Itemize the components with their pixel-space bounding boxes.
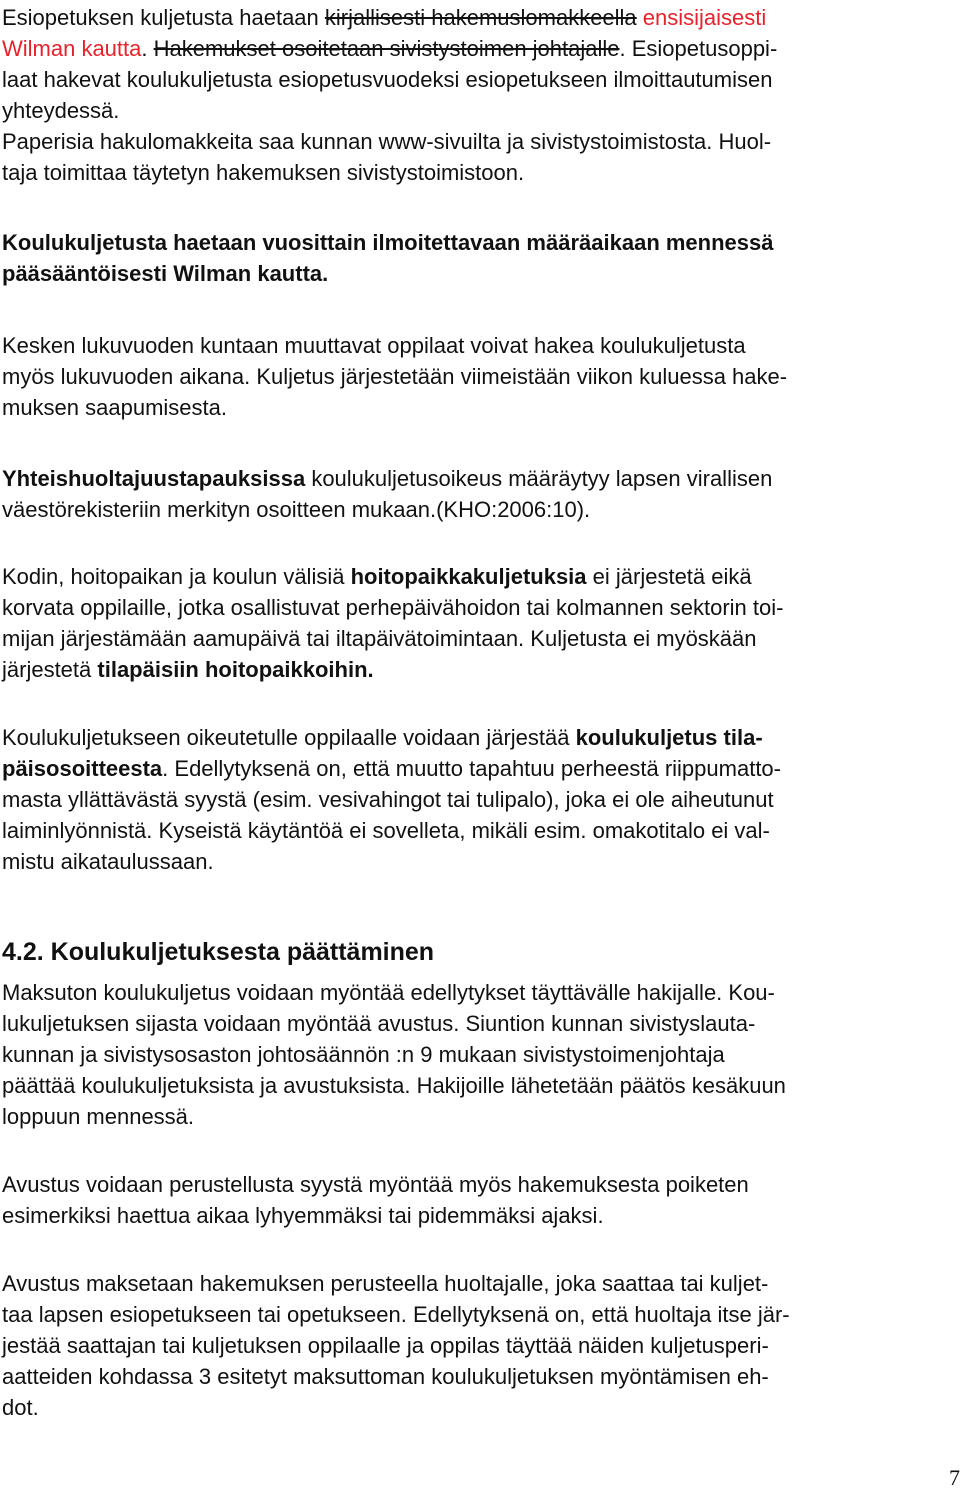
- text-line: [2, 463, 958, 494]
- paragraph-daycare-transport: [2, 561, 958, 685]
- text-line: väestörekisteriin merkityn osoitteen mukaan.(KHO:2006:10).: [2, 497, 591, 522]
- text-line: muksen saapumisesta.: [2, 395, 227, 420]
- struck-text: Hakemukset osoitetaan sivistystoimen johtajalle: [153, 36, 620, 61]
- text-line: Avustus maksetaan hakemuksen perusteella huoltajalle, joka saattaa tai kuljet-: [2, 1271, 769, 1296]
- text-run: .: [141, 36, 154, 61]
- bold-text: tilapäisiin hoitopaikkoihin.: [97, 657, 374, 682]
- text-line: päättää koulukuljetuksista ja avustuksista. Hakijoille lähetetään päätös kesäkuun: [2, 1073, 786, 1098]
- text-line: aatteiden kohdassa 3 esitetyt maksuttoman koulukuljetuksen myöntämisen eh-: [2, 1364, 769, 1389]
- text-line: lukuljetuksen sijasta voidaan myöntää avustus. Siuntion kunnan sivistyslauta-: [2, 1011, 756, 1036]
- text-line: [2, 654, 958, 685]
- page-number: 7: [949, 1465, 960, 1490]
- text-run: . Esiopetusoppi-: [619, 36, 778, 61]
- text-line: [2, 722, 958, 753]
- text-run: . Edellytyksenä on, että muutto tapahtuu perheestä riippumatto-: [162, 756, 781, 781]
- text-line: pääsääntöisesti Wilman kautta.: [2, 261, 329, 286]
- text-line: [2, 561, 958, 592]
- text-line: esimerkiksi haettua aikaa lyhyemmäksi tai pidemmäksi ajaksi.: [2, 1203, 604, 1228]
- bold-text: Yhteishuoltajuustapauksissa: [2, 466, 306, 491]
- inserted-text: ensisijaisesti: [642, 5, 767, 30]
- paragraph-joint-custody: [2, 463, 958, 525]
- text-line: kunnan ja sivistysosaston johtosäännön :n 9 mukaan sivistystoimenjohtaja: [2, 1042, 725, 1067]
- paragraph-decision: [2, 977, 958, 1132]
- text-run: Esiopetuksen kuljetusta haetaan: [2, 5, 325, 30]
- paragraph-temporary-address: [2, 722, 958, 877]
- text-line: [2, 2, 958, 33]
- bold-text: päisosoitteesta: [2, 756, 163, 781]
- text-line: taa lapsen esiopetukseen tai opetukseen. Edellytyksenä on, että huoltaja itse jär-: [2, 1302, 790, 1327]
- text-line: loppuun mennessä.: [2, 1104, 195, 1129]
- text-line: masta yllättävästä syystä (esim. vesivahingot tai tulipalo), joka ei ole aiheutunut: [2, 787, 774, 812]
- text-line: mistu aikataulussaan.: [2, 849, 214, 874]
- text-line: Avustus voidaan perustellusta syystä myöntää myös hakemuksesta poiketen: [2, 1172, 749, 1197]
- text-line: [2, 33, 958, 64]
- text-run: ei järjestetä eikä: [586, 564, 752, 589]
- text-line: korvata oppilaille, jotka osallistuvat perhepäivähoidon tai kolmannen sektorin toi-: [2, 595, 784, 620]
- paragraph-grant-exception: [2, 1169, 958, 1231]
- paragraph-annual-application: [2, 227, 958, 289]
- paragraph-grant-payment: [2, 1268, 958, 1423]
- text-line: Paperisia hakulomakkeita saa kunnan www-sivuilta ja sivistystoimistosta. Huol-: [2, 129, 772, 154]
- text-run: Koulukuljetukseen oikeutetulle oppilaalle voidaan järjestää: [2, 725, 576, 750]
- text-run: järjestetä: [2, 657, 98, 682]
- text-line: Kesken lukuvuoden kuntaan muuttavat oppilaat voivat hakea koulukuljetusta: [2, 333, 746, 358]
- text-line: taja toimittaa täytetyn hakemuksen sivistystoimistoon.: [2, 160, 525, 185]
- section-heading: 4.2. Koulukuljetuksesta päättäminen: [2, 938, 435, 966]
- text-line: [2, 753, 958, 784]
- text-line: mijan järjestämään aamupäivä tai iltapäivätoimintaan. Kuljetusta ei myöskään: [2, 626, 757, 651]
- paragraph-mid-year: [2, 330, 958, 423]
- text-line: yhteydessä.: [2, 98, 120, 123]
- text-line: dot.: [2, 1395, 39, 1420]
- text-line: Maksuton koulukuljetus voidaan myöntää edellytykset täyttävälle hakijalle. Kou-: [2, 980, 775, 1005]
- bold-text: koulukuljetus tila-: [575, 725, 763, 750]
- text-line: myös lukuvuoden aikana. Kuljetus järjestetään viimeistään viikon kuluessa hake-: [2, 364, 788, 389]
- struck-text: kirjallisesti hakemuslomakkeella: [324, 5, 637, 30]
- text-line: Koulukuljetusta haetaan vuosittain ilmoitettavaan määräaikaan mennessä: [2, 230, 774, 255]
- text-run: Kodin, hoitopaikan ja koulun välisiä: [2, 564, 351, 589]
- text-line: jestää saattajan tai kuljetuksen oppilaalle ja oppilas täyttää näiden kuljetusperi-: [2, 1333, 769, 1358]
- text-line: laat hakevat koulukuljetusta esiopetusvuodeksi esiopetukseen ilmoittautumisen: [2, 67, 773, 92]
- text-line: laiminlyönnistä. Kyseistä käytäntöä ei sovelleta, mikäli esim. omakotitalo ei val-: [2, 818, 770, 843]
- text-run: koulukuljetusoikeus määräytyy lapsen virallisen: [305, 466, 773, 491]
- inserted-text: Wilman kautta: [2, 36, 142, 61]
- paragraph-application-preschool: [2, 2, 958, 188]
- bold-text: hoitopaikkakuljetuksia: [350, 564, 587, 589]
